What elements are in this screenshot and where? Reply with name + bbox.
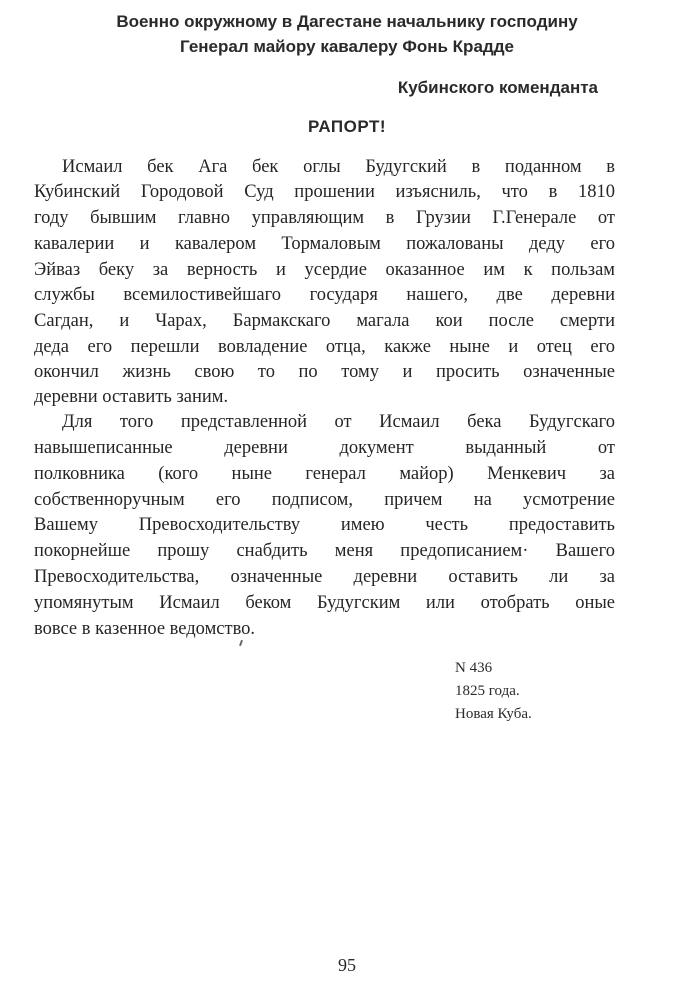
body-line: Сагдан, и Чарах, Бармакскаго магала кои после смерти bbox=[34, 311, 615, 331]
body-line: Для того представленной от Исмаил бека Будугскаго bbox=[62, 412, 615, 432]
body-line: Превосходительства, означенные деревни оставить ли за bbox=[34, 567, 615, 587]
report-title: РАПОРТ! bbox=[308, 117, 386, 136]
body-line: Вашему Превосходительству имею честь предоставить bbox=[34, 515, 615, 535]
body-line: службы всемилостивейшаго государя нашего, две деревни bbox=[34, 285, 615, 305]
body-line: кавалерии и кавалером Тормаловым пожалованы деду его bbox=[34, 234, 615, 254]
body-line: собственноручным его подписом, причем на усмотрение bbox=[34, 490, 615, 510]
body-line: Эйваз беку за верность и усердие оказанное им к пользам bbox=[34, 260, 615, 280]
body-line: окончил жизнь свою то по тому и просить означенные bbox=[34, 362, 615, 382]
body-line: году бывшим главно управляющим в Грузии Г.Генерале от bbox=[34, 208, 615, 228]
body-line: упомянутым Исмаил беком Будугским или отобрать оные bbox=[34, 593, 615, 613]
scan-speck bbox=[239, 640, 243, 646]
document-number: N 436 bbox=[455, 660, 493, 676]
body-line: Исмаил бек Ага бек оглы Будугский в поданном в bbox=[62, 157, 615, 177]
addressee-line-1: Военно окружному в Дагестане начальнику господину bbox=[116, 12, 578, 31]
addressee-line-2: Генерал майору кавалеру Фонь Крадде bbox=[180, 37, 514, 56]
body-line: деда его перешли вовладение отца, какже ныне и отец его bbox=[34, 337, 615, 357]
body-line: вовсе в казенное ведомство. bbox=[34, 619, 256, 639]
document-place: Новая Куба. bbox=[455, 706, 532, 722]
body-line: навышеписанные деревни документ выданный от bbox=[34, 438, 615, 458]
sender-line: Кубинского коменданта bbox=[397, 78, 598, 97]
body-line: Кубинский Городовой Суд прошении изъясниль, что в 1810 bbox=[34, 182, 615, 202]
body-line: покорнейше прошу снабдить меня предописанием· Вашего bbox=[34, 541, 615, 561]
body-line: деревни оставить заним. bbox=[34, 387, 229, 407]
body-line: полковника (кого ныне генерал майор) Менкевич за bbox=[34, 464, 615, 484]
page-number: 95 bbox=[338, 955, 356, 975]
document-year: 1825 года. bbox=[455, 683, 520, 699]
